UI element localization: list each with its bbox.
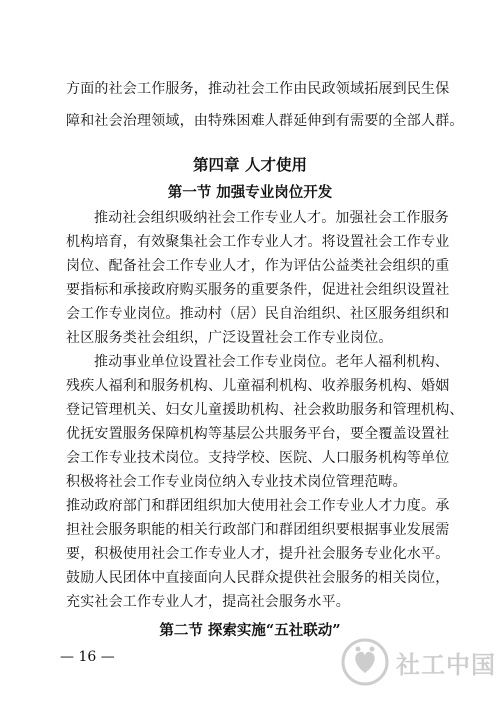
paragraph-line: 充实社会工作专业人才，提高社会服务水平。 — [66, 594, 350, 610]
paragraph-line: 会工作专业技术岗位。支持学校、医院、人口服务机构等单位 — [66, 450, 450, 466]
paragraph-line: 推动社会组织吸纳社会工作专业人才。加强社会工作服务 — [94, 210, 449, 226]
paragraph-line: 鼓励人民团体中直接面向人民群众提供社会服务的相关岗位， — [66, 570, 450, 586]
section-title: 第一节 加强专业岗位开发 — [167, 184, 333, 201]
paragraph-line: 优抚安置服务保障机构等基层公共服务平台，要全覆盖设置社 — [66, 426, 450, 442]
body-line: 障和社会治理领域，由特殊困难人群延伸到有需要的全部人群。 — [66, 113, 464, 129]
page-number: — 16 — — [60, 649, 115, 665]
paragraph-line: 会工作专业岗位。推动村（居）民自治组织、社区服务组织和 — [66, 306, 450, 322]
paragraph-line: 担社会服务职能的相关行政部门和群团组织要根据事业发展需 — [66, 522, 450, 538]
paragraph-line: 要指标和承接政府购买服务的重要条件，促进社会组织设置社 — [66, 282, 450, 298]
chapter-title: 第四章 人才使用 — [193, 155, 307, 174]
paragraph-line: 登记管理机关、妇女儿童援助机构、社会救助服务和管理机构、 — [66, 402, 464, 418]
paragraph-line: 积极将社会工作专业岗位纳入专业技术岗位管理范畴。 — [66, 474, 407, 490]
watermark-text: 社工中国 — [396, 650, 496, 679]
paragraph-line: 社区服务类社会组织，广泛设置社会工作专业岗位。 — [66, 330, 393, 346]
social-work-logo-icon — [340, 637, 390, 687]
paragraph-line: 推动政府部门和群团组织加大使用社会工作专业人才力度。承 — [66, 498, 450, 514]
paragraph-line: 要，积极使用社会工作专业人才，提升社会服务专业化水平。 — [66, 546, 450, 562]
section-title: 第二节 探索实施“五社联动” — [159, 622, 341, 639]
paragraph-line: 岗位、配备社会工作专业人才，作为评估公益类社会组织的重 — [66, 258, 450, 274]
watermark — [340, 632, 496, 692]
paragraph-line: 机构培育，有效聚集社会工作专业人才。将设置社会工作专业 — [66, 234, 450, 250]
body-line: 方面的社会工作服务，推动社会工作由民政领域拓展到民生保 — [66, 81, 450, 97]
paragraph-line: 推动事业单位设置社会工作专业岗位。老年人福利机构、 — [94, 354, 449, 370]
paragraph-line: 残疾人福利和服务机构、儿童福利机构、收养服务机构、婚姻 — [66, 378, 450, 394]
